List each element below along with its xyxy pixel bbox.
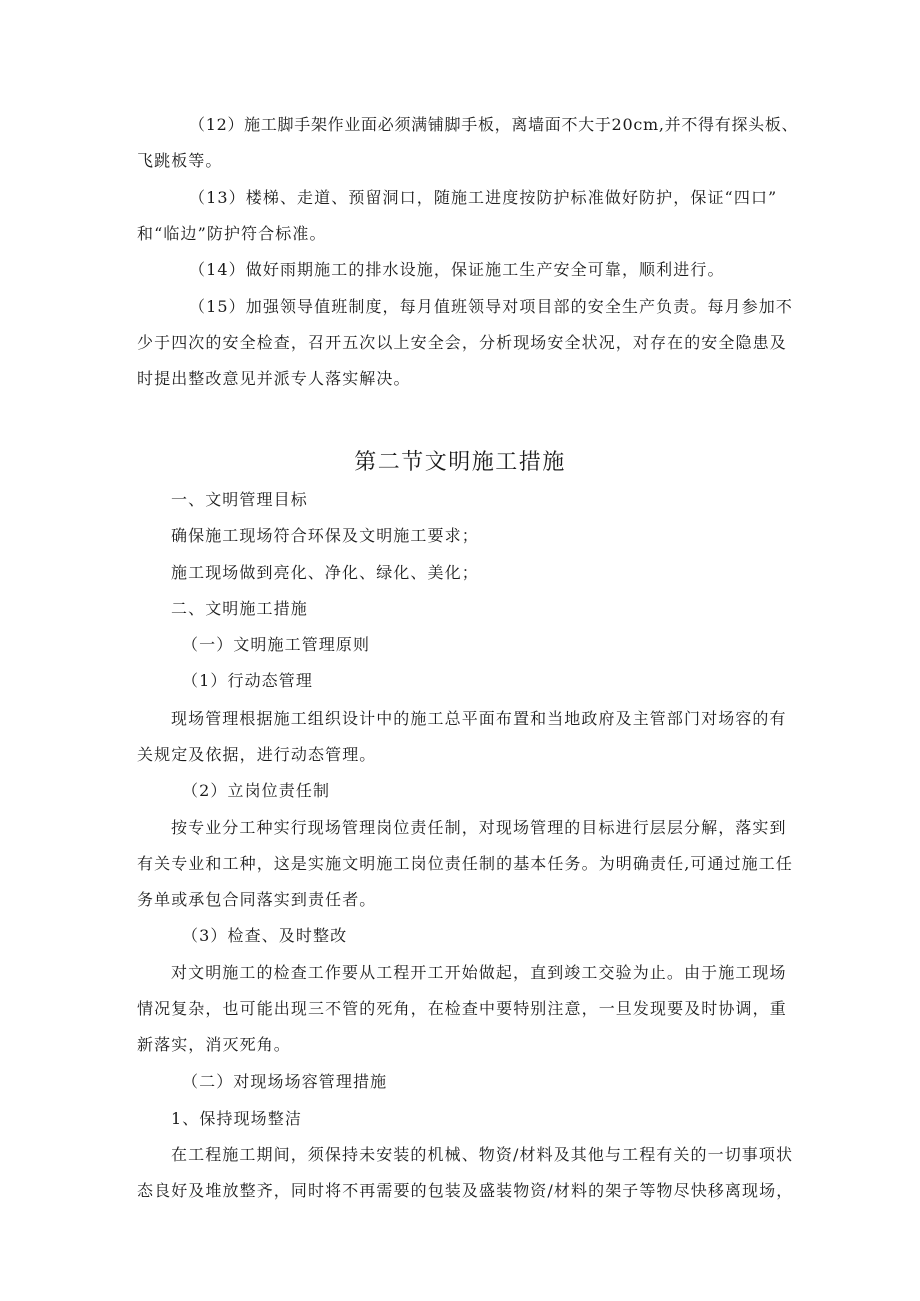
- keep-site-clean-line-1: 在工程施工期间，须保持未安装的机械、物资/材料及其他与工程有关的一切事项状: [171, 1145, 794, 1164]
- item-15-line-3: 时提出整改意见并派专人落实解决。: [137, 369, 411, 388]
- site-management-heading: （二）对现场场容管理措施: [182, 1072, 388, 1091]
- principle-2-line-2: 有关专业和工种，这是实施文明施工岗位责任制的基本任务。为明确责任,可通过施工任: [137, 854, 793, 873]
- goals-line-1: 确保施工现场符合环保及文明施工要求；: [171, 526, 479, 545]
- section-title: 第二节文明施工措施: [354, 450, 566, 475]
- principles-heading: （一）文明施工管理原则: [182, 635, 371, 654]
- principle-2-heading: （2）立岗位责任制: [182, 781, 331, 800]
- item-15-line-2: 少于四次的安全检查，召开五次以上安全会，分析现场安全状况，对存在的安全隐患及: [137, 333, 787, 352]
- keep-site-clean-line-2: 态良好及堆放整齐，同时将不再需要的包装及盛装物资/材料的架子等物尽快移离现场，: [137, 1181, 794, 1200]
- principle-1-line-2: 关规定及依据，进行动态管理。: [137, 745, 377, 764]
- principle-3-line-3: 新落实，消灭死角。: [137, 1035, 291, 1054]
- item-12-line-2: 飞跳板等。: [137, 151, 223, 170]
- principle-2-line-1: 按专业分工种实行现场管理岗位责任制，对现场管理的目标进行层层分解，落实到: [171, 818, 787, 837]
- item-14-line-1: （14）做好雨期施工的排水设施，保证施工生产安全可靠，顺利进行。: [189, 260, 725, 279]
- item-12-line-1: （12）施工脚手架作业面必须满铺脚手板，离墙面不大于20cm,并不得有探头板、: [189, 115, 799, 134]
- goals-line-2: 施工现场做到亮化、净化、绿化、美化；: [171, 563, 479, 582]
- item-13-line-2: 和“临边”防护符合标准。: [137, 224, 327, 243]
- principle-3-line-2: 情况复杂，也可能出现三不管的死角，在检查中要特别注意，一旦发现要及时协调，重: [137, 999, 787, 1018]
- item-15-line-1: （15）加强领导值班制度，每月值班领导对项目部的安全生产负责。每月参加不: [189, 297, 793, 316]
- principle-2-line-3: 务单或承包合同落实到责任者。: [137, 890, 377, 909]
- measures-heading: 二、文明施工措施: [171, 599, 308, 618]
- principle-1-heading: （1）行动态管理: [182, 671, 313, 690]
- principle-3-line-1: 对文明施工的检查工作要从工程开工开始做起，直到竣工交验为止。由于施工现场: [171, 963, 787, 982]
- principle-1-line-1: 现场管理根据施工组织设计中的施工总平面布置和当地政府及主管部门对场容的有: [171, 709, 787, 728]
- item-13-line-1: （13）楼梯、走道、预留洞口，随施工进度按防护标准做好防护，保证“四口”: [189, 188, 778, 207]
- keep-site-clean-heading: 1、保持现场整洁: [171, 1109, 302, 1128]
- principle-3-heading: （3）检查、及时整改: [182, 926, 348, 945]
- goals-heading: 一、文明管理目标: [171, 490, 308, 509]
